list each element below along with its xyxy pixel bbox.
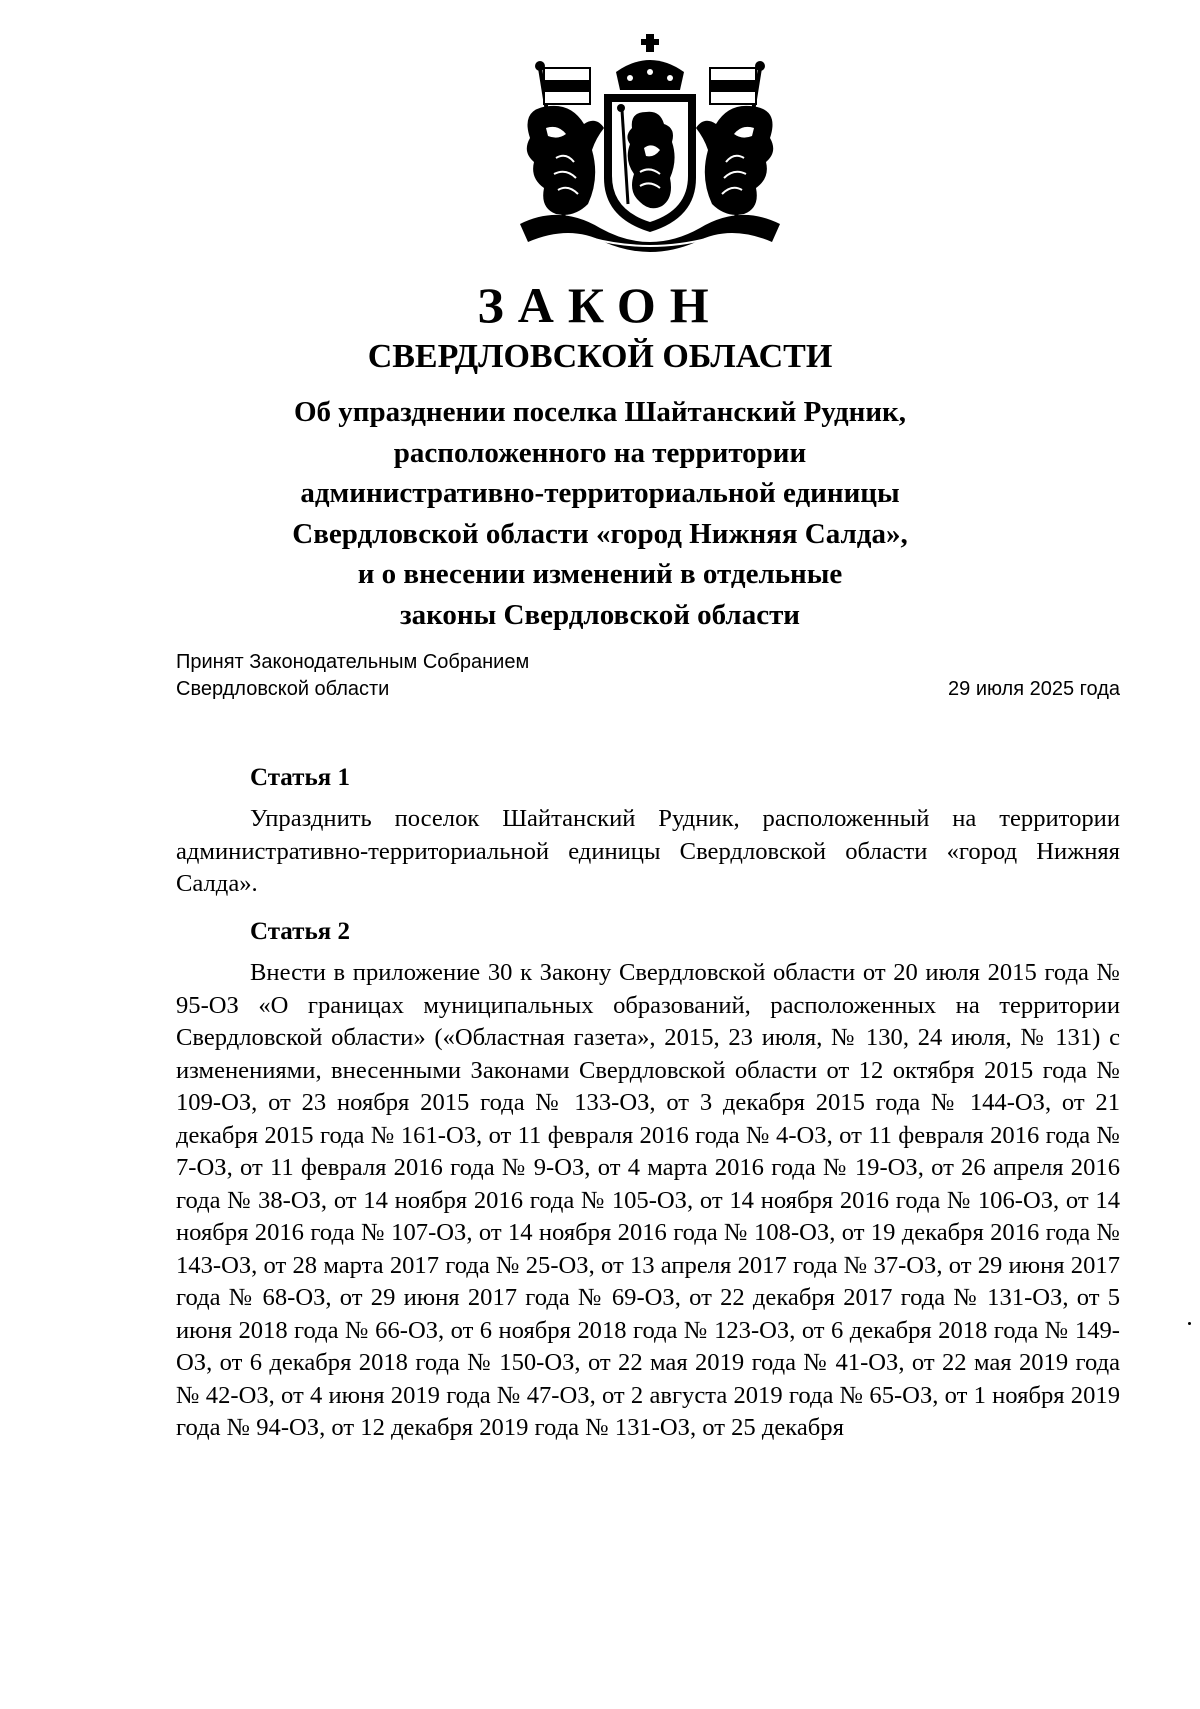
law-title-line: расположенного на территории [393, 436, 807, 469]
law-title-line: и о внесении изменений в отдельные [357, 558, 843, 590]
margin-dot [1188, 1322, 1191, 1325]
law-title-line: административно-территориальной единицы [300, 477, 900, 509]
law-title-line: Об упразднении поселка Шайтанский Рудник, [293, 396, 907, 428]
law-heading: ЗАКОН [477, 277, 723, 333]
adoption-line: Свердловской области [176, 678, 390, 700]
region-heading: СВЕРДЛОВСКОЙ ОБЛАСТИ [367, 338, 833, 375]
adoption-line: Принят Законодательным Собранием [176, 651, 530, 673]
article-2-heading: Статья 2 [250, 918, 350, 945]
law-title [0, 392, 1200, 635]
adoption-date: 29 июля 2025 года [948, 678, 1120, 700]
article-1-heading: Статья 1 [250, 764, 350, 791]
law-title-line: Свердловской области «город Нижняя Салда», [292, 517, 908, 550]
coat-of-arms-emblem [500, 28, 800, 260]
adoption-info [176, 649, 529, 703]
law-title-line: законы Свердловской области [399, 598, 801, 631]
article-1-text: Упразднить поселок Шайтанский Рудник, расположенный на территории административно-территориальной единицы Свердловской области «город Нижняя Салда». [176, 805, 1120, 897]
article-2-text: Внести в приложение 30 к Закону Свердловской области от 20 июля 2015 года № 95-ОЗ «О границах муниципальных образований, расположенных на территории Свердловской области» («Областная газета», 2015, 23 июля, № 130, 24 июля, № 131) с изменениями, внесенными Законами Свердловской области от 12 октября 2015 года № 109-ОЗ, от 23 ноября 2015 года № 133-ОЗ, от 3 декабря 2015 года № 144-ОЗ, от 21 декабря 2015 года № 161-ОЗ, от 11 февраля 2016 года № 4-ОЗ, от 11 февраля 2016 года № 7-ОЗ, от 11 февраля 2016 года № 9-ОЗ, от 4 марта 2016 года № 19-ОЗ, от 26 апреля 2016 года № 38-ОЗ, от 14 ноября 2016 года № 105-ОЗ, от 14 ноября 2016 года № 106-ОЗ, от 14 ноября 2016 года № 107-ОЗ, от 14 ноября 2016 года № 108-ОЗ, от 19 декабря 2016 года № 143-ОЗ, от 28 марта 2017 года № 25-ОЗ, от 13 апреля 2017 года № 37-ОЗ, от 29 июня 2017 года № 68-ОЗ, от 29 июня 2017 года № 69-ОЗ, от 22 декабря 2017 года № 131-ОЗ, от 5 июня 2018 года № 66-ОЗ, от 6 ноября 2018 года № 123-ОЗ, от 6 декабря 2018 года № 149-ОЗ, от 6 декабря 2018 года № 150-ОЗ, от 22 мая 2019 года № 41-ОЗ, от 22 мая 2019 года № 42-ОЗ, от 4 июня 2019 года № 47-ОЗ, от 2 августа 2019 года № 65-ОЗ, от 1 ноября 2019 года № 94-ОЗ, от 12 декабря 2019 года № 131-ОЗ, от 25 декабря [176, 959, 1120, 1441]
